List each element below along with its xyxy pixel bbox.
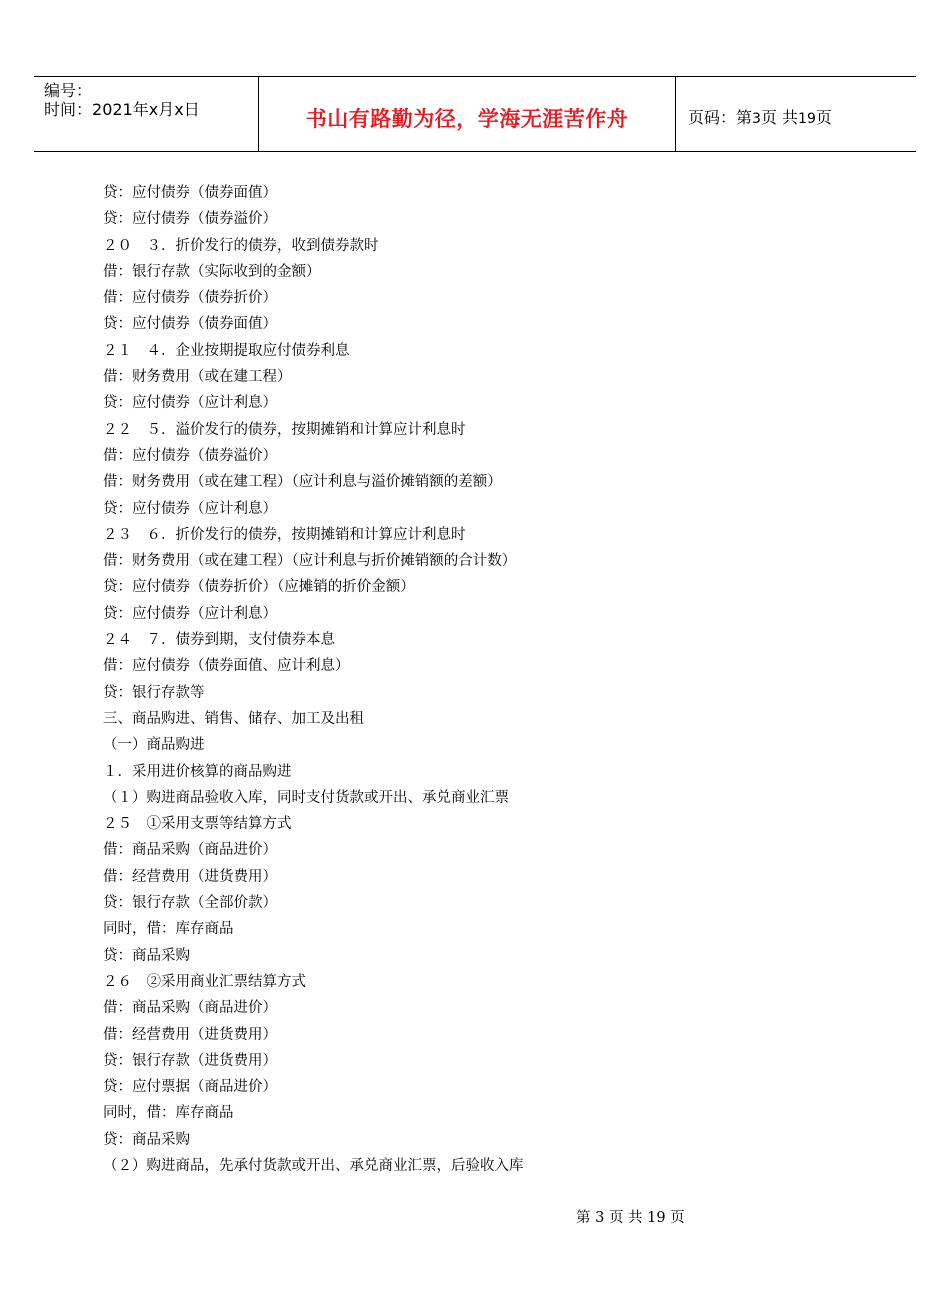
body-line: 借：商品采购（商品进价） [103, 1000, 277, 1017]
body-line: 贷：商品采购 [103, 947, 190, 964]
body-line: 贷：商品采购 [103, 1131, 190, 1148]
body-line: 三、商品购进、销售、储存、加工及出租 [103, 710, 364, 727]
body-line: （１）购进商品验收入库，同时支付货款或开出、承兑商业汇票 [103, 789, 509, 806]
body-line: 借：经营费用（进货费用） [103, 1026, 277, 1043]
body-line: ２４ ７．债券到期，支付债券本息 [103, 632, 335, 649]
body-line: ２０ ３．折价发行的债券，收到债券款时 [103, 237, 379, 254]
header-motto-cell [258, 77, 676, 151]
body-line: （一）商品购进 [103, 737, 205, 754]
body-line: 借：应付债券（债券折价） [103, 290, 277, 307]
body-line: （２）购进商品，先承付货款或开出、承兑商业汇票，后验收入库 [103, 1157, 524, 1174]
body-line: 贷：应付债券（应计利息） [103, 605, 277, 622]
header-page-number: 页码：第3页 共19页 [688, 108, 832, 127]
body-line: 贷：应付债券（债券溢价） [103, 211, 277, 228]
body-line: 同时，借：库存商品 [103, 1105, 234, 1122]
body-line: 贷：应付债券（应计利息） [103, 500, 277, 517]
header-motto: 书山有路勤为径，学海无涯苦作舟 [305, 107, 629, 131]
body-line: 借：财务费用（或在建工程） [103, 369, 292, 386]
body-line: ２１ ４．企业按期提取应付债券利息 [103, 342, 350, 359]
body-line: 借：财务费用（或在建工程）（应计利息与溢价摊销额的差额） [103, 474, 502, 491]
body-line: 贷：应付债券（应计利息） [103, 395, 277, 412]
page-footer: 第 3 页 共 19 页 [576, 1210, 685, 1226]
body-line: 贷：银行存款（全部价款） [103, 895, 277, 912]
page-header [34, 76, 916, 152]
body-line: ２３ ６．折价发行的债券，按期摊销和计算应计利息时 [103, 526, 466, 543]
body-line: 贷：应付债券（债券折价）（应摊销的折价金额） [103, 579, 415, 596]
body-line: 借：银行存款（实际收到的金额） [103, 263, 321, 280]
body-line: ２２ ５．溢价发行的债券，按期摊销和计算应计利息时 [103, 421, 466, 438]
body-line: 借：商品采购（商品进价） [103, 842, 277, 859]
header-meta-cell [34, 77, 258, 151]
body-line: 贷：银行存款等 [103, 684, 205, 701]
body-line: ２６ ②采用商业汇票结算方式 [103, 973, 306, 990]
body-line: 贷：应付债券（债券面值） [103, 316, 277, 333]
body-line: 借：应付债券（债券面值、应计利息） [103, 658, 350, 675]
body-line: 贷：应付债券（债券面值） [103, 185, 277, 201]
body-line: 同时，借：库存商品 [103, 921, 234, 938]
body-line: 贷：应付票据（商品进价） [103, 1079, 277, 1096]
body-line: 贷：银行存款（进货费用） [103, 1052, 277, 1069]
body-line: 借：应付债券（债券溢价） [103, 447, 277, 464]
body-line: 借：财务费用（或在建工程）（应计利息与折价摊销额的合计数） [103, 553, 517, 570]
header-page-cell [676, 77, 916, 151]
document-number-label: 编号： [44, 81, 93, 100]
document-body [103, 180, 883, 1179]
body-line: 借：经营费用（进货费用） [103, 868, 277, 885]
document-date: 时间：2021年x月x日 [44, 100, 200, 119]
body-line: １．采用进价核算的商品购进 [103, 763, 292, 780]
body-line: ２５ ①采用支票等结算方式 [103, 816, 292, 833]
